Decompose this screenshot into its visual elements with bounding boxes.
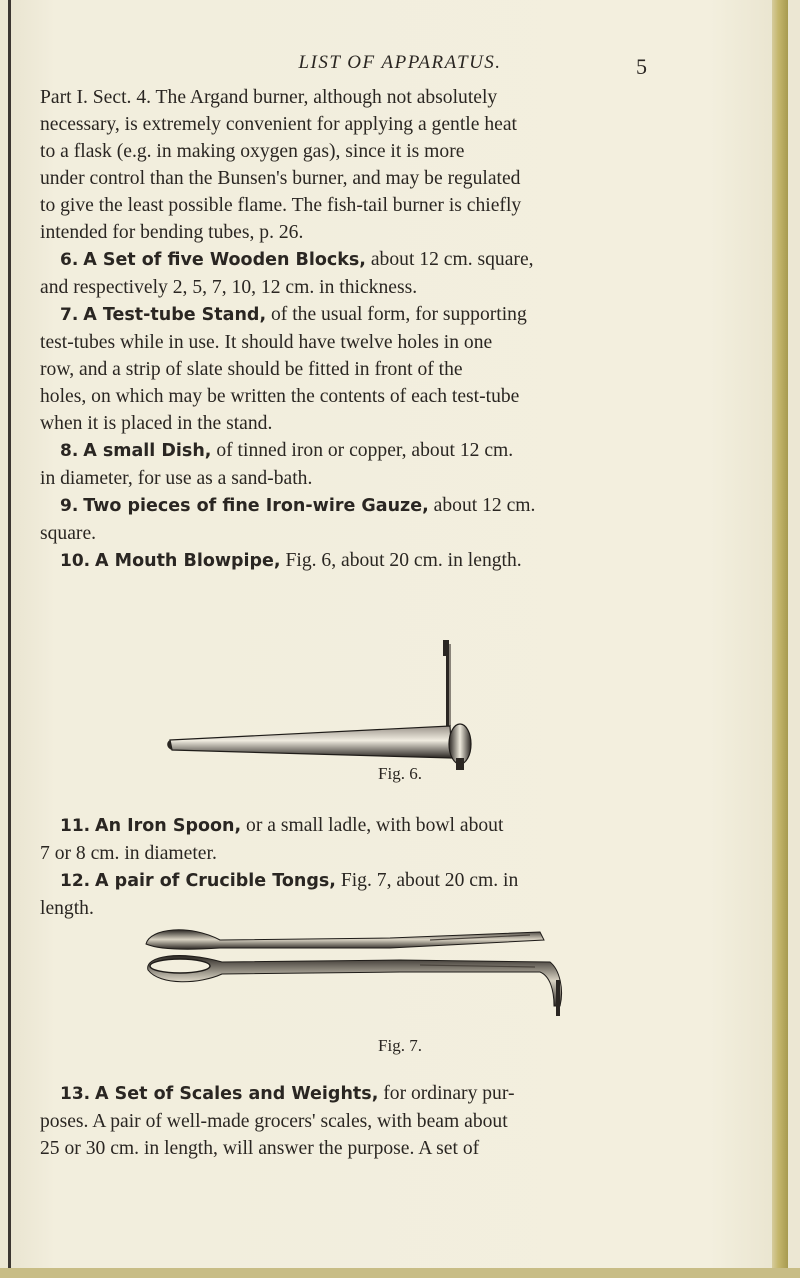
- item-8: [40, 437, 656, 465]
- items-11-to-12: [40, 812, 656, 922]
- item-title: Two pieces of fine Iron-wire Gauze,: [83, 496, 429, 516]
- item-title: A Test-tube Stand,: [83, 305, 267, 325]
- text-line: Part I. Sect. 4. The Argand burner, although not absolutely: [40, 87, 498, 108]
- page-number: 5: [636, 54, 647, 79]
- item-9: [40, 492, 656, 520]
- item-number: 7.: [60, 305, 79, 325]
- item-text: about 12 cm.: [428, 495, 536, 516]
- item-number: 11.: [60, 816, 91, 836]
- item-12: [40, 867, 656, 895]
- item-10: [40, 547, 656, 575]
- text-line: intended for bending tubes, p. 26.: [40, 222, 304, 243]
- text-line: and respectively 2, 5, 7, 10, 12 cm. in thickness.: [40, 277, 418, 298]
- crucible-tongs-illustration: [140, 920, 570, 1040]
- item-11: [40, 812, 656, 840]
- item-number: 9.: [60, 496, 79, 516]
- item-number: 12.: [60, 871, 91, 891]
- text-line: square.: [40, 523, 97, 544]
- fig-6-caption: Fig. 6.: [378, 764, 422, 783]
- page-bottom-edge: [0, 1268, 800, 1278]
- item-title: A Set of five Wooden Blocks,: [83, 250, 366, 270]
- text-line: 25 or 30 cm. in length, will answer the purpose. A set of: [40, 1138, 480, 1159]
- text-line: to give the least possible flame. The fish-tail burner is chiefly: [40, 195, 522, 216]
- text-line: row, and a strip of slate should be fitted in front of the: [40, 359, 463, 380]
- item-text: or a small ladle, with bowl about: [241, 815, 504, 836]
- item-title: An Iron Spoon,: [95, 816, 242, 836]
- item-title: A Set of Scales and Weights,: [95, 1084, 379, 1104]
- item-6: [40, 246, 656, 274]
- text-line: necessary, is extremely convenient for applying a gentle heat: [40, 114, 517, 135]
- item-title: A pair of Crucible Tongs,: [95, 871, 336, 891]
- item-text: for ordinary pur-: [378, 1083, 515, 1104]
- text-line: holes, on which may be written the contents of each test-tube: [40, 386, 520, 407]
- item-13-block: [40, 1080, 656, 1162]
- page-left-edge: [8, 0, 11, 1278]
- blowpipe-illustration: [160, 640, 530, 770]
- item-number: 6.: [60, 250, 79, 270]
- page-right-edge: [772, 0, 788, 1278]
- text-line: length.: [40, 898, 94, 919]
- text-line: 7 or 8 cm. in diameter.: [40, 843, 217, 864]
- running-header: LIST OF APPARATUS.: [298, 52, 502, 73]
- item-number: 8.: [60, 441, 79, 461]
- items-6-to-10: [40, 246, 656, 575]
- text-line: to a flask (e.g. in making oxygen gas), since it is more: [40, 141, 465, 162]
- text-line: when it is placed in the stand.: [40, 413, 273, 434]
- item-text: of the usual form, for supporting: [266, 304, 527, 325]
- fig-7-caption: Fig. 7.: [378, 1036, 422, 1055]
- section-4-paragraph: [40, 84, 656, 246]
- item-text: Fig. 6, about 20 cm. in length.: [280, 550, 522, 571]
- item-text: about 12 cm. square,: [365, 249, 534, 270]
- text-line: test-tubes while in use. It should have twelve holes in one: [40, 332, 493, 353]
- item-number: 10.: [60, 551, 91, 571]
- item-13: [40, 1080, 656, 1108]
- item-number: 13.: [60, 1084, 91, 1104]
- item-title: A small Dish,: [83, 441, 212, 461]
- text-line: poses. A pair of well-made grocers' scales, with beam about: [40, 1111, 508, 1132]
- text-line: in diameter, for use as a sand-bath.: [40, 468, 313, 489]
- text-line: under control than the Bunsen's burner, and may be regulated: [40, 168, 521, 189]
- item-text: Fig. 7, about 20 cm. in: [335, 870, 519, 891]
- item-title: A Mouth Blowpipe,: [95, 551, 281, 571]
- item-text: of tinned iron or copper, about 12 cm.: [211, 440, 514, 461]
- item-7: [40, 301, 656, 329]
